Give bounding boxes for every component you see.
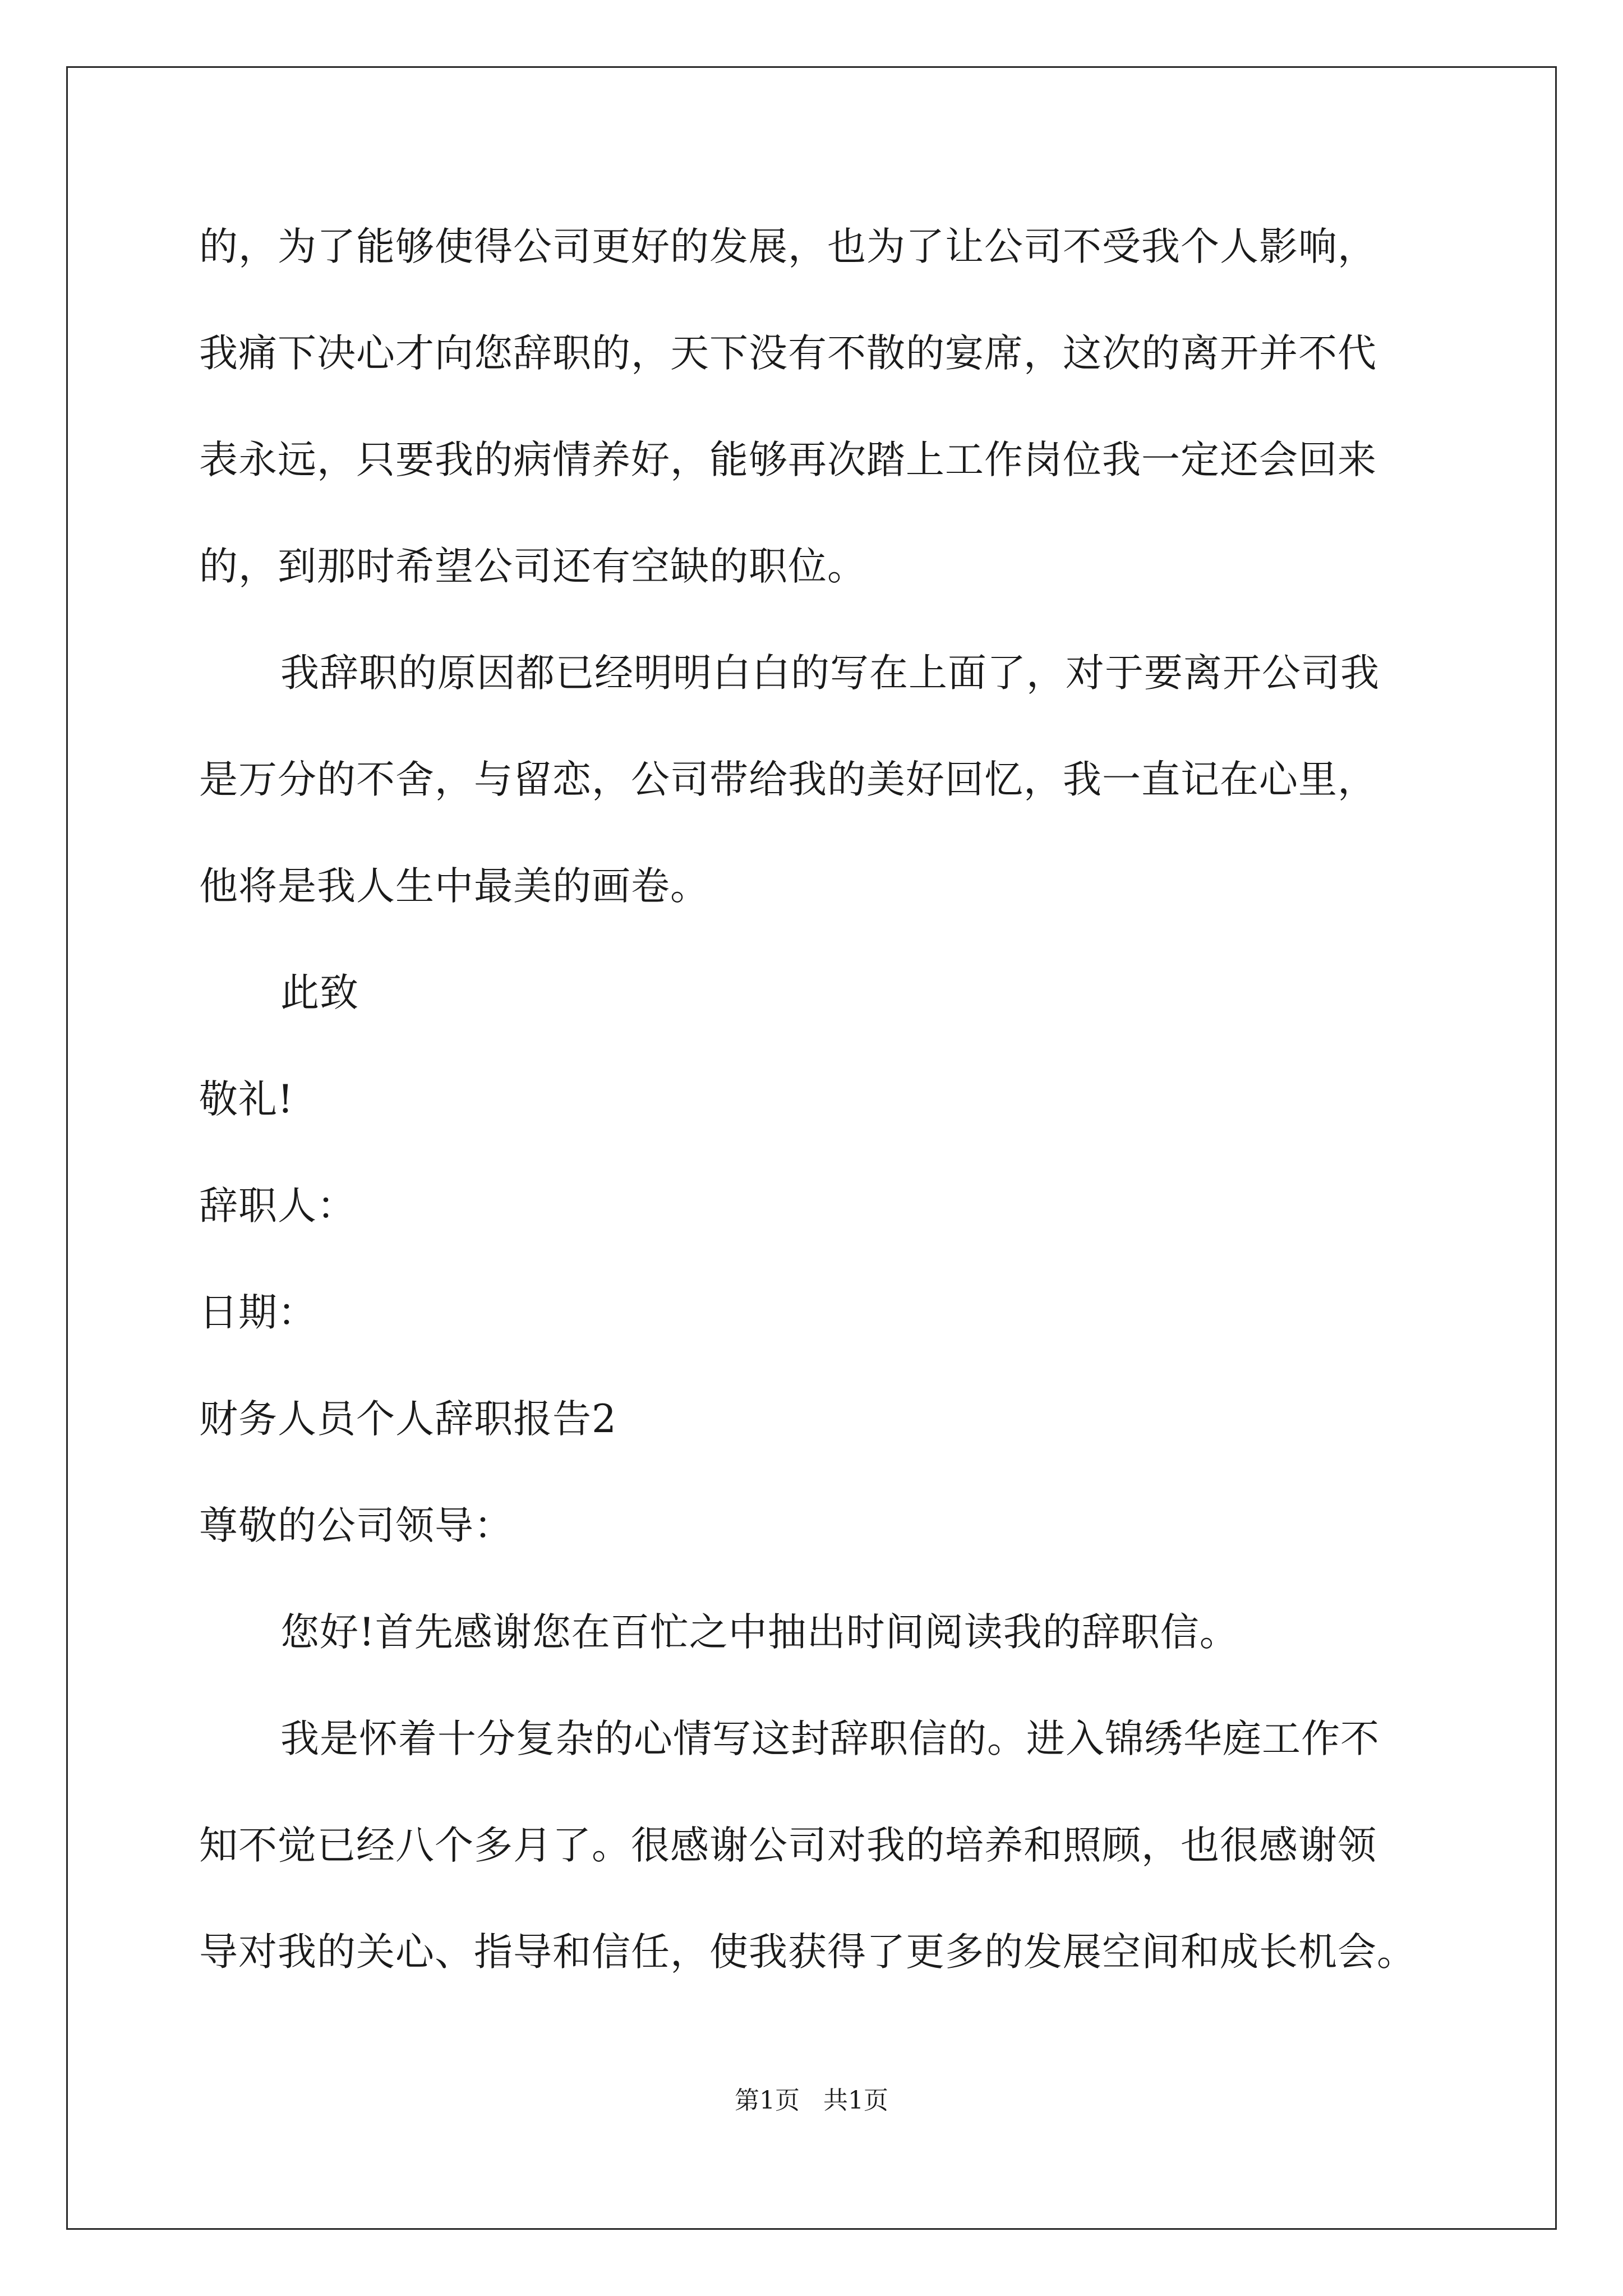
page-border [66,66,1557,2230]
paragraph-line: 导对我的关心、指导和信任，使我获得了更多的发展空间和成长机会。 [199,1930,1416,1975]
closing-salutation: 此致 [280,970,359,1015]
section-title: 财务人员个人辞职报告2 [199,1397,617,1442]
paragraph-line: 是万分的不舍，与留恋，公司带给我的美好回忆，我一直记在心里， [199,757,1377,802]
paragraph-line: 的，为了能够使得公司更好的发展，也为了让公司不受我个人影响， [199,224,1377,269]
paragraph-line: 我痛下决心才向您辞职的，天下没有不散的宴席，这次的离开并不代 [199,331,1377,376]
paragraph-line: 知不觉已经八个多月了。很感谢公司对我的培养和照顾，也很感谢领 [199,1823,1377,1868]
closing-regards: 敬礼! [199,1077,294,1122]
paragraph-line: 的，到那时希望公司还有空缺的职位。 [199,544,866,589]
paragraph-line: 我是怀着十分复杂的心情写这封辞职信的。进入锦绣华庭工作不 [280,1717,1380,1761]
paragraph-line: 表永远，只要我的病情养好，能够再次踏上工作岗位我一定还会回来 [199,438,1377,482]
page-number-footer: 第1页 共1页 [735,2086,888,2115]
date-field: 日期： [199,1290,317,1335]
signature-field: 辞职人： [199,1184,356,1228]
paragraph-line: 您好!首先感谢您在百忙之中抽出时间阅读我的辞职信。 [280,1610,1239,1655]
greeting: 尊敬的公司领导： [199,1503,513,1548]
paragraph-line: 他将是我人生中最美的画卷。 [199,864,709,909]
paragraph-line: 我辞职的原因都已经明明白白的写在上面了，对于要离开公司我 [280,651,1380,696]
